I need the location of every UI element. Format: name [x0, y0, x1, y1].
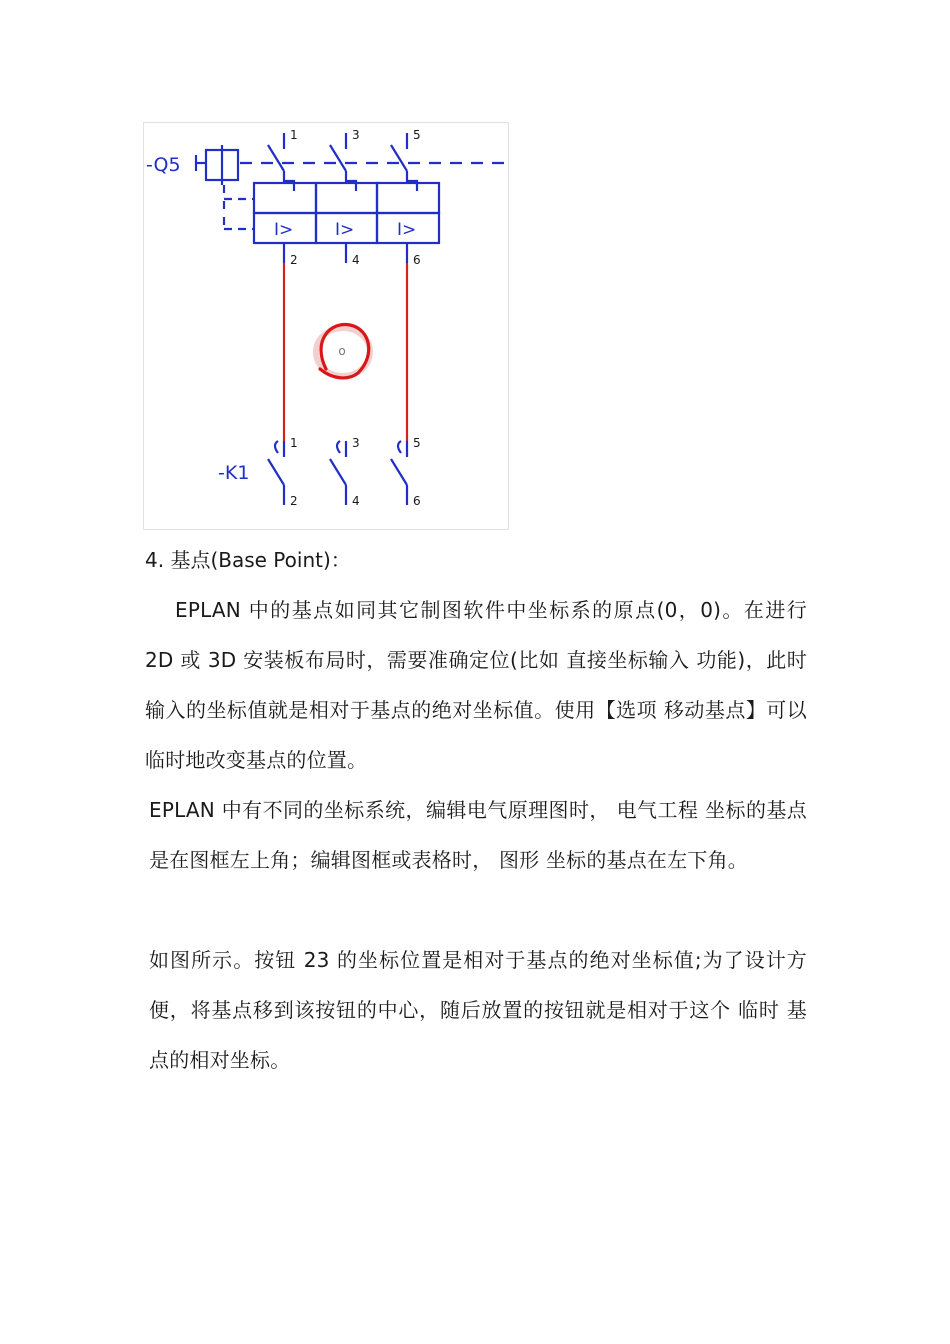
thermal-box-2 [316, 183, 377, 213]
base-point-marker [316, 324, 370, 377]
paragraph-base-point: EPLAN 中的基点如同其它制图软件中坐标系的原点(0，0)。在进行 2D 或 3D 安装板布局时，需要准确定位(比如 直接坐标输入 功能)，此时输入的坐标值就是相对于基点的绝对坐标值。使用【选项 移动基点】可以临时地改变基点的位置。 [145, 598, 807, 772]
thermal-box-3 [377, 183, 439, 213]
relay-contact-1 [268, 441, 284, 505]
paragraph-example: 如图所示。按钮 23 的坐标位置是相对于基点的绝对坐标值;为了设计方便，将基点移到该按钮的中心，随后放置的按钮就是相对于这个 临时 基点的相对坐标。 [149, 948, 807, 1072]
overcurrent-symbol: I> [274, 220, 294, 240]
relay-contact-2 [330, 441, 346, 505]
base-point-label: o [338, 344, 346, 358]
thermal-box-1 [254, 183, 316, 213]
device-label-q5: -Q5 [146, 154, 181, 176]
section-heading: 4. 基点(Base Point)： [145, 548, 351, 572]
terminal-label: 1 [290, 436, 298, 450]
terminal-label: 3 [352, 128, 360, 142]
schematic-figure [143, 122, 509, 530]
terminal-label: 1 [290, 128, 298, 142]
paragraph-coordinate-systems: EPLAN 中有不同的坐标系统，编辑电气原理图时， 电气工程 坐标的基点是在图框左上角；编辑图框或表格时， 图形 坐标的基点在左下角。 [149, 798, 807, 872]
terminal-label: 6 [413, 494, 421, 508]
terminal-label: 4 [352, 494, 360, 508]
terminal-label: 4 [352, 253, 360, 267]
terminal-label: 2 [290, 253, 298, 267]
overcurrent-symbol: I> [335, 220, 355, 240]
terminal-label: 5 [413, 436, 421, 450]
terminal-label: 5 [413, 128, 421, 142]
terminal-label: 2 [290, 494, 298, 508]
overcurrent-symbol: I> [397, 220, 417, 240]
terminal-label: 6 [413, 253, 421, 267]
terminal-label: 3 [352, 436, 360, 450]
device-label-k1: -K1 [218, 462, 250, 484]
relay-contact-3 [391, 441, 407, 505]
schematic-drawing [144, 123, 508, 529]
